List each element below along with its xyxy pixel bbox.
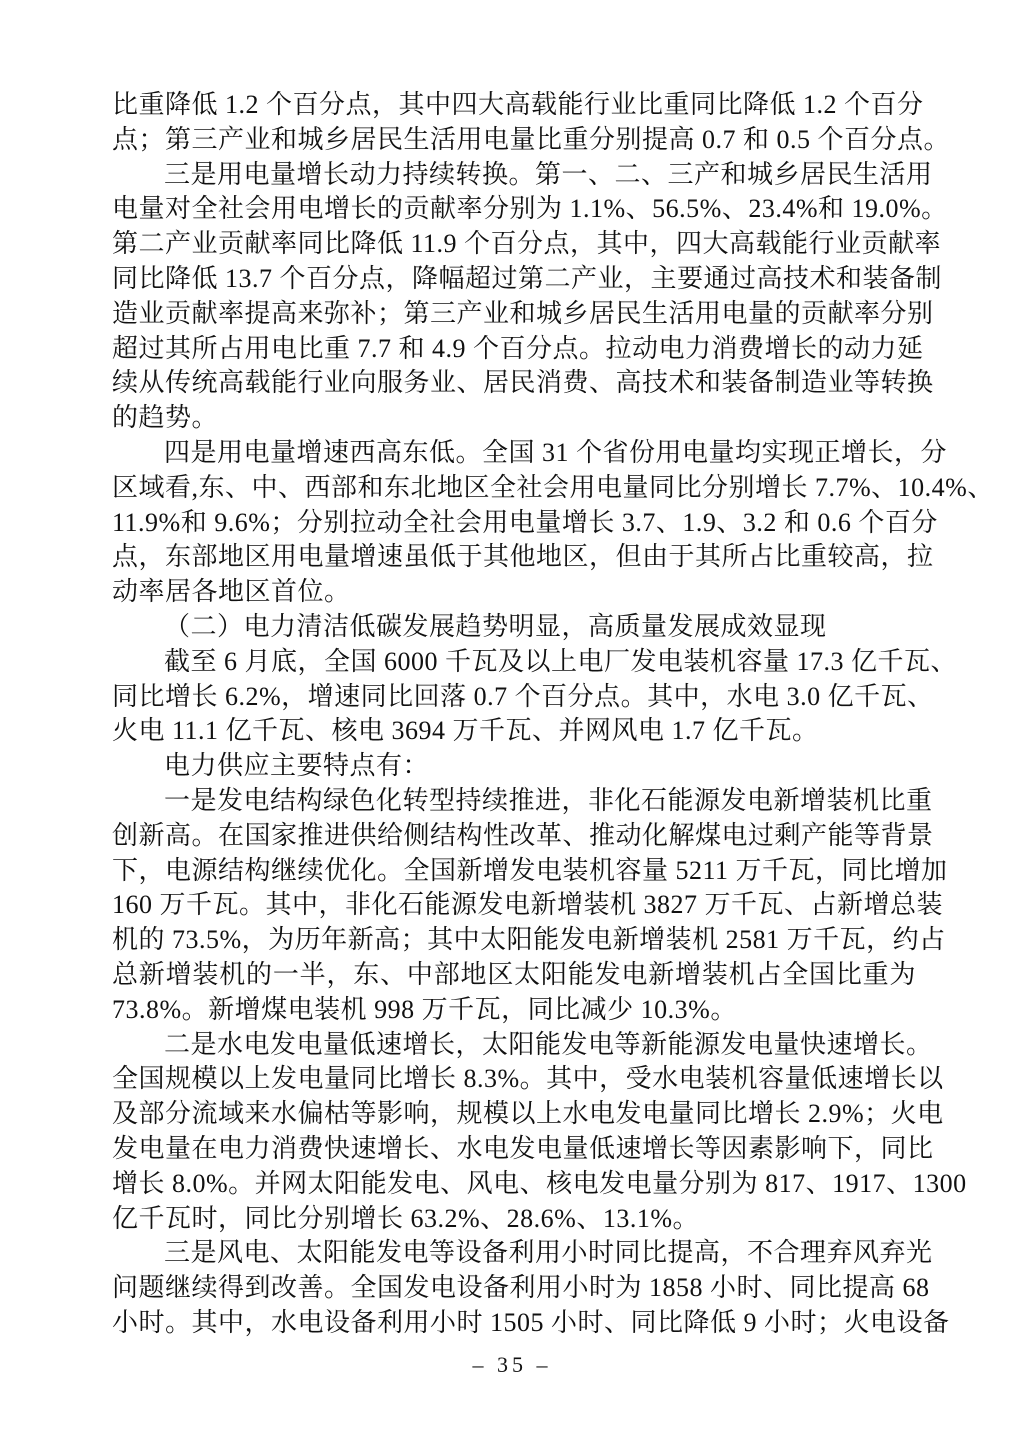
text-line: 造业贡献率提高来弥补；第三产业和城乡居民生活用电量的贡献率分别 (112, 298, 934, 328)
text-line: 下，电源结构继续优化。全国新增发电装机容量 5211 万千瓦，同比增加 (112, 855, 948, 885)
text-line: 一是发电结构绿色化转型持续推进，非化石能源发电新增装机比重 (164, 785, 933, 815)
text-line: 四是用电量增速西高东低。全国 31 个省份用电量均实现正增长，分 (164, 437, 948, 467)
text-line: 区域看,东、中、西部和东北地区全社会用电量同比分别增长 7.7%、10.4%、 (112, 472, 994, 502)
text-line: 11.9%和 9.6%；分别拉动全社会用电量增长 3.7、1.9、3.2 和 0.6 个百分 (112, 507, 938, 537)
text-line: 创新高。在国家推进供给侧结构性改革、推动化解煤电过剩产能等背景 (112, 820, 934, 850)
text-line: 二是水电发电量低速增长，太阳能发电等新能源发电量快速增长。 (164, 1029, 933, 1059)
text-line: 亿千瓦时，同比分别增长 63.2%、28.6%、13.1%。 (112, 1203, 699, 1233)
text-line: 三是风电、太阳能发电等设备利用小时同比提高，不合理弃风弃光 (164, 1238, 933, 1268)
text-line: 机的 73.5%，为历年新高；其中太阳能发电新增装机 2581 万千瓦，约占 (112, 925, 946, 955)
text-line: 160 万千瓦。其中，非化石能源发电新增装机 3827 万千瓦、占新增总装 (112, 890, 944, 920)
text-line: 全国规模以上发电量同比增长 8.3%。其中，受水电装机容量低速增长以 (112, 1064, 944, 1094)
text-line: 小时。其中，水电设备利用小时 1505 小时、同比降低 9 小时；火电设备 (112, 1307, 950, 1337)
text-line: 火电 11.1 亿千瓦、核电 3694 万千瓦、并网风电 1.7 亿千瓦。 (112, 716, 819, 746)
text-line: 电量对全社会用电增长的贡献率分别为 1.1%、56.5%、23.4%和 19.0%。 (112, 194, 948, 224)
text-line: 增长 8.0%。并网太阳能发电、风电、核电发电量分别为 817、1917、1300 (112, 1168, 967, 1198)
page-number: – 35 – (472, 1352, 552, 1377)
text-line: 电力供应主要特点有： (164, 751, 430, 781)
text-line: （二）电力清洁低碳发展趋势明显，高质量发展成效显现 (164, 611, 827, 641)
page-footer (0, 1352, 1024, 1378)
text-line: 的趋势。 (112, 403, 219, 433)
text-line: 同比增长 6.2%，增速同比回落 0.7 个百分点。其中，水电 3.0 亿千瓦、 (112, 681, 934, 711)
text-line: 问题继续得到改善。全国发电设备利用小时为 1858 小时、同比提高 68 (112, 1273, 930, 1303)
text-line: 比重降低 1.2 个百分点，其中四大高载能行业比重同比降低 1.2 个百分 (112, 90, 924, 119)
text-line: 截至 6 月底，全国 6000 千瓦及以上电厂发电装机容量 17.3 亿千瓦、 (164, 646, 958, 676)
text-line: 发电量在电力消费快速增长、水电发电量低速增长等因素影响下，同比 (112, 1133, 934, 1163)
text-line: 73.8%。新增煤电装机 998 万千瓦，同比减少 10.3%。 (112, 994, 737, 1024)
text-line: 及部分流域来水偏枯等影响，规模以上水电发电量同比增长 2.9%；火电 (112, 1099, 944, 1129)
text-line: 续从传统高载能行业向服务业、居民消费、高技术和装备制造业等转换 (112, 368, 934, 398)
text-line: 点，东部地区用电量增速虽低于其他地区，但由于其所占比重较高，拉 (112, 542, 934, 572)
text-line: 同比降低 13.7 个百分点，降幅超过第二产业，主要通过高技术和装备制 (112, 263, 943, 293)
text-line: 第二产业贡献率同比降低 11.9 个百分点，其中，四大高载能行业贡献率 (112, 229, 942, 259)
text-line: 动率居各地区首位。 (112, 577, 351, 607)
text-line: 三是用电量增长动力持续转换。第一、二、三产和城乡居民生活用 (164, 159, 933, 189)
document-body (112, 88, 994, 1341)
text-line: 点；第三产业和城乡居民生活用电量比重分别提高 0.7 和 0.5 个百分点。 (112, 124, 951, 154)
text-line: 总新增装机的一半，东、中部地区太阳能发电新增装机占全国比重为 (112, 959, 916, 989)
text-line: 超过其所占用电比重 7.7 和 4.9 个百分点。拉动电力消费增长的动力延 (112, 333, 924, 363)
